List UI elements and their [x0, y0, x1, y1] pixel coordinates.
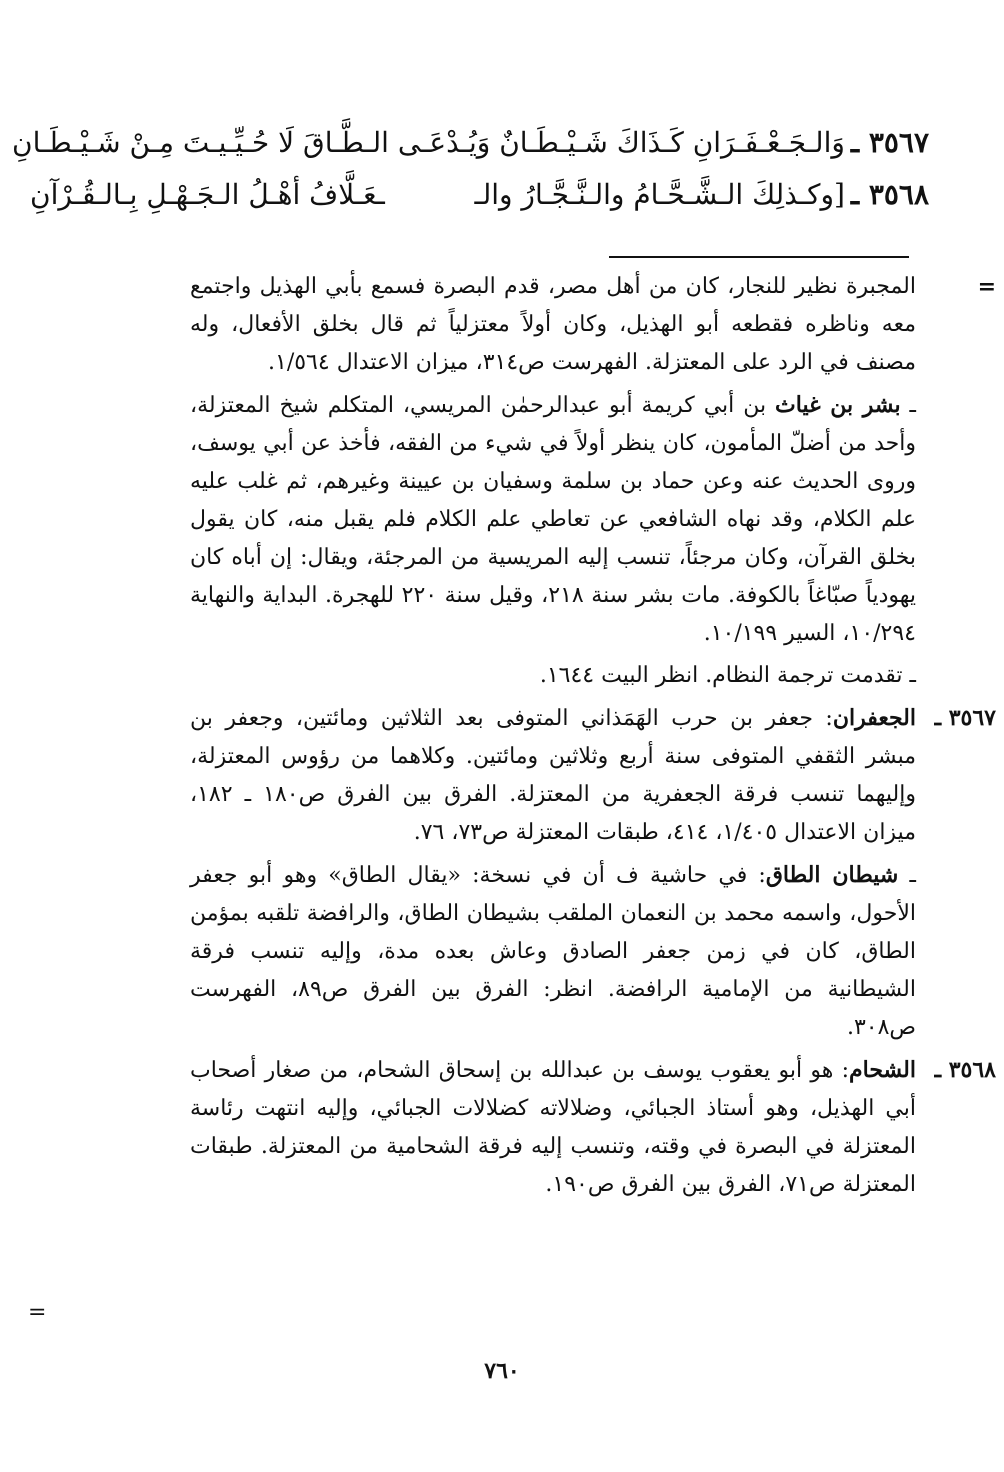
footnote-text: : في حاشية ف أن في نسخة: «يقال الطاق» وهو أبو جعفر الأحول، واسمه محمد بن النعمان الملقب بشيطان الطاق، والرافضة تلقبه بمؤمن الطاق، كان في زمن جعفر الصادق وعاش بعده مدة، وإليه تنسب فرقة الشيطانية من الإمامية الرافضة. انظر: الفرق بين الفرق ص٨٩، الفهرست ص٣٠٨.	[190, 863, 916, 1040]
verse-second-hemistich: ـعَـلَّافُ أهْـلُ الـجَـهْـلِ بِـالـقُـرْآنِ	[30, 178, 385, 211]
page-number: ٧٦٠	[484, 1358, 520, 1384]
footnote-entry-name: الجعفران	[832, 705, 916, 731]
verse-second-hemistich: عَـى الـطَّـاقَ لَا حُـيِّـيـتَ مِـنْ شَـيْـطَـانِ	[12, 126, 447, 159]
verse-3568	[30, 170, 929, 220]
footnote-text: بن أبي كريمة أبو عبدالرحمٰن المريسي، المتكلم شيخ المعتزلة، وأحد من أضلّ المأمون، كان ينظر أولاً في شيء من الفقه، فأخذ عن أبي يوسف، وروى الحديث عنه وعن حماد بن سلمة وسفيان بن عيينة وغيرهم، ثم غلب عليه علم الكلام، وقد نهاه الشافعي عن تعاطي علم الكلام فلم يقبل منه، كان يقول بخلق القرآن، وكان مرجئاً، تنسب إليه المريسية من المرجئة، ويقال: إن أباه كان يهودياً صبّاغاً بالكوفة. مات بشر سنة ٢١٨، وقيل سنة ٢٢٠ للهجرة. البداية والنهاية ١٠/٢٩٤، السير ١٠/١٩٩.	[190, 393, 917, 646]
footnote-divider	[609, 256, 909, 258]
footnote-dash: ـ	[898, 863, 916, 888]
footnote-continuation	[190, 268, 996, 382]
verse-number: ٣٥٦٧ ـ	[850, 126, 929, 159]
continuation-marker: =	[977, 274, 996, 300]
continuation-marker-end: =	[28, 1300, 47, 1325]
footnote-number: ٣٥٦٧ ـ	[934, 705, 996, 731]
footnote-text: المجبرة نظير للنجار، كان من أهل مصر، قدم البصرة فسمع بأبي الهذيل واجتمع معه وناظره فقطعه أبو الهذيل، وكان أولاً معتزلياً ثم قال بخلق الأفعال، وله مصنف في الرد على المعتزلة. الفهرست ص٣١٤، ميزان الاعتدال ١/٥٦٤.	[190, 274, 916, 375]
footnote-text: : هو أبو يعقوب يوسف بن عبدالله بن إسحاق الشحام، من صغار أصحاب أبي الهذيل، وهو أستاذ الجبائي، وضلالاته كضلالات الجبائي، وإليه انتهت رئاسة المعتزلة في البصرة في وقته، وتنسب إليه فرقة الشحامية من المعتزلة. طبقات المعتزلة ص٧١، الفرق بين الفرق ص١٩٠.	[190, 1058, 916, 1197]
footnote-entry-name: الشحام	[849, 1057, 916, 1083]
footnote-3568	[190, 1051, 996, 1204]
footnote-bishr	[190, 386, 916, 653]
verse-3567	[12, 118, 929, 168]
footnote-nazzam	[190, 657, 916, 695]
footnote-dash: ـ	[900, 393, 916, 418]
footnote-3567	[190, 699, 996, 852]
footnote-text: : جعفر بن حرب الهَمَذاني المتوفى بعد الثلاثين ومائتين، وجعفر بن مبشر الثقفي المتوفى سنة أربع وثلاثين ومائتين. وكلاهما من رؤوس المعتزلة، وإليهما تنسب فرقة الجعفرية من المعتزلة. الفرق بين الفرق ص١٨٠ ـ ١٨٢، ميزان الاعتدال ١/٤٠٥، ٤١٤، طبقات المعتزلة ص٧٣، ٧٦.	[190, 706, 916, 845]
verse-number: ٣٥٦٨ ـ	[850, 178, 929, 211]
footnote-shaytan-altaq	[190, 856, 916, 1047]
footnotes	[190, 268, 996, 1208]
footnote-number: ٣٥٦٨ ـ	[934, 1057, 996, 1083]
footnote-text: ـ تقدمت ترجمة النظام. انظر البيت ١٦٤٤.	[539, 663, 916, 688]
footnote-entry-name: بشر بن غياث	[775, 392, 901, 418]
verse-first-hemistich: وَالـجَـعْـفَـرَانِ كَـذَاكَ شَـيْـطَـانٌ وَيُـدْ	[446, 126, 845, 159]
verse-first-hemistich: [وكـذلِكَ الـشَّـحَّـامُ والـنَّـجَّـارُ والـ	[474, 178, 845, 211]
footnote-entry-name: شيطان الطاق	[765, 862, 899, 888]
